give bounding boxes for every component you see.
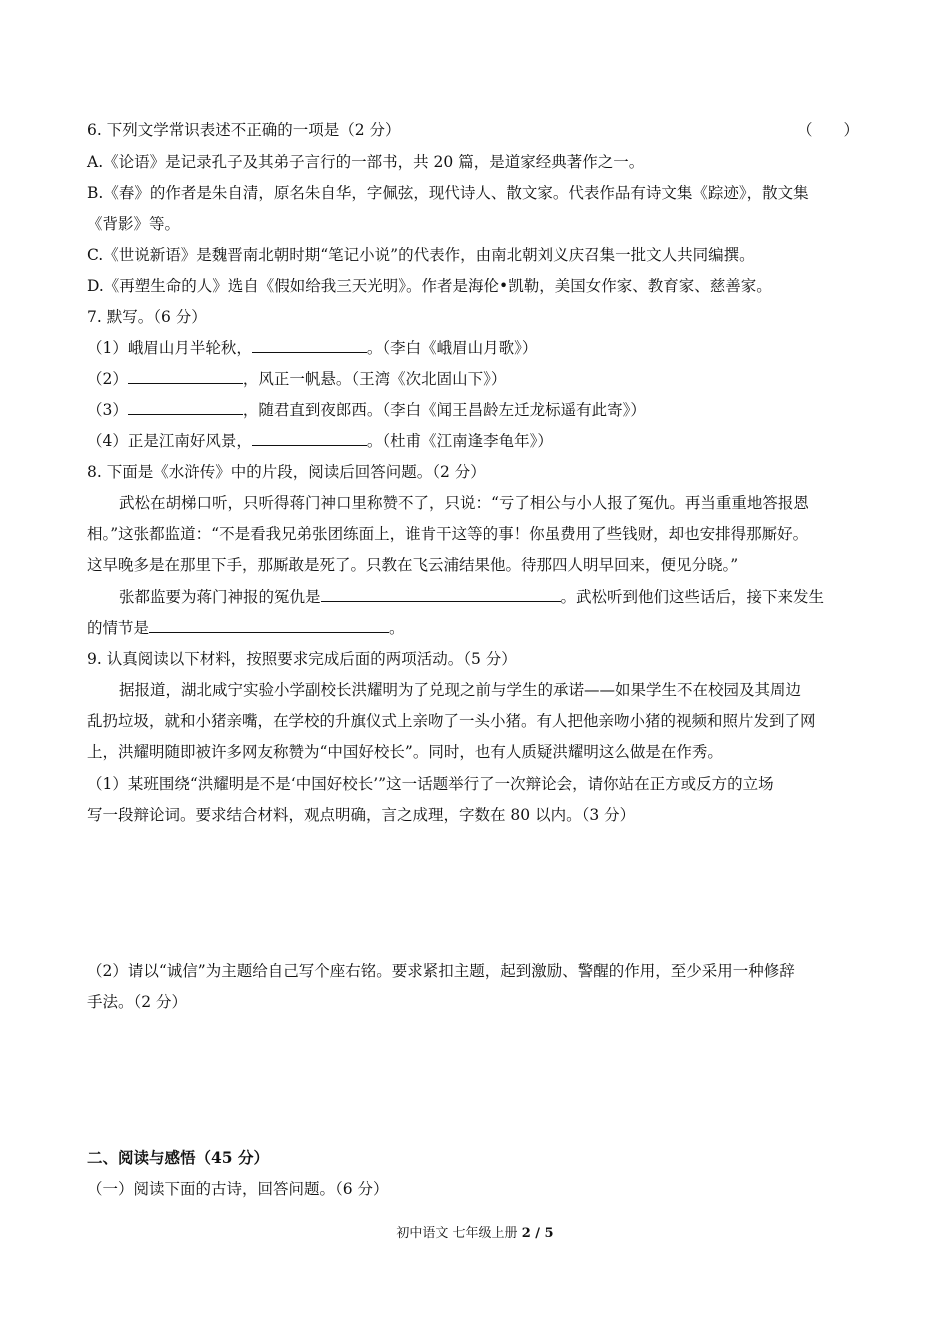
q9-sub2-line-1: （2）请以“诚信”为主题给自己写个座右铭。要求紧扣主题，起到激励、警醒的作用，至少采用一种修辞 <box>87 962 795 980</box>
q9-sub1-answer-area[interactable] <box>87 832 863 952</box>
q7-item-1-blank[interactable] <box>252 337 367 353</box>
q7-item-1-pre: （1）峨眉山月半轮秋， <box>87 339 252 357</box>
q6-option-c: C.《世说新语》是魏晋南北朝时期“笔记小说”的代表作，由南北朝刘义庆召集一批文人共同编撰。 <box>87 246 755 264</box>
section-2-sub-heading: （一）阅读下面的古诗，回答问题。（6 分） <box>87 1180 389 1198</box>
q6-option-b-cont: 《背影》等。 <box>87 215 181 233</box>
q9-material-line-2: 乱扔垃圾，就和小猪亲嘴，在学校的升旗仪式上亲吻了一头小猪。有人把他亲吻小猪的视频和照片发到了网 <box>87 712 816 730</box>
q7-item-4-blank[interactable] <box>252 430 367 446</box>
q7-item-3-pre: （3） <box>87 401 128 419</box>
q6-option-d: D.《再塑生命的人》选自《假如给我三天光明》。作者是海伦•凯勒，美国女作家、教育家、慈善家。 <box>87 277 772 295</box>
q9-material-line-1: 据报道，湖北咸宁实验小学副校长洪耀明为了兑现之前与学生的承诺——如果学生不在校园及其周边 <box>119 681 802 699</box>
q8-passage-line-1: 武松在胡梯口听，只听得蒋门神口里称赞不了，只说：“亏了相公与小人报了冤仇。再当重重地答报恩 <box>119 494 809 512</box>
q7-item-4-pre: （4）正是江南好风景， <box>87 432 252 450</box>
q8-passage-line-2: 相。”这张都监道：“不是看我兄弟张团练面上，谁肯干这等的事！你虽费用了些钱财，却也安排得那厮好。 <box>87 525 809 543</box>
q8-stem: 8. 下面是《水浒传》中的片段，阅读后回答问题。（2 分） <box>87 463 486 481</box>
q6-answer-paren: （ ） <box>797 121 860 139</box>
q9-stem: 9. 认真阅读以下材料，按照要求完成后面的两项活动。（5 分） <box>87 650 517 668</box>
page-number: 2 / 5 <box>521 1226 554 1241</box>
q9-sub1-line-1: （1）某班围绕“洪耀明是不是‘中国好校长’”这一话题举行了一次辩论会，请你站在正方或反方的立场 <box>87 775 774 793</box>
q9-material-line-3: 上，洪耀明随即被许多网友称赞为“中国好校长”。同时，也有人质疑洪耀明这么做是在作秀。 <box>87 743 723 761</box>
q9-sub1-line-2: 写一段辩论词。要求结合材料，观点明确，言之成理，字数在 80 以内。（3 分） <box>87 806 636 824</box>
q7-item-2-pre: （2） <box>87 370 128 388</box>
q8-question-2-pre: 的情节是 <box>87 619 150 637</box>
q8-blank-1[interactable] <box>321 586 561 602</box>
q7-item-4 <box>87 430 553 452</box>
q6-option-a: A.《论语》是记录孔子及其弟子言行的一部书，共 20 篇，是道家经典著作之一。 <box>87 153 645 171</box>
section-2-title: 二、阅读与感悟（45 分） <box>87 1148 269 1167</box>
q7-item-3-blank[interactable] <box>128 399 243 415</box>
q7-item-1-post: 。（李白《峨眉山月歌》） <box>366 339 538 357</box>
q7-item-2 <box>87 368 506 390</box>
q6-stem: 6. 下列文学常识表述不正确的一项是（2 分） <box>87 121 401 139</box>
footer-label: 初中语文 七年级上册 <box>396 1226 518 1241</box>
q8-question-2 <box>87 617 405 639</box>
q8-passage-line-3: 这早晚多是在那里下手，那厮敢是死了。只教在飞云浦结果他。待那四人明早回来，便见分晓。” <box>87 556 739 574</box>
q9-sub2-answer-area[interactable] <box>87 1020 863 1130</box>
page-footer <box>0 1225 950 1243</box>
q8-blank-2[interactable] <box>149 617 389 633</box>
q8-question-1-pre: 张都监要为蒋门神报的冤仇是 <box>119 588 321 606</box>
q8-question-1 <box>119 586 824 608</box>
q7-item-2-blank[interactable] <box>128 368 243 384</box>
q8-question-2-post: 。 <box>389 619 405 637</box>
q6-option-b: B.《春》的作者是朱自清，原名朱自华，字佩弦，现代诗人、散文家。代表作品有诗文集《踪迹》，散文集 <box>87 184 809 202</box>
q7-item-4-post: 。（杜甫《江南逢李龟年》） <box>366 432 553 450</box>
q7-stem: 7. 默写。（6 分） <box>87 308 207 326</box>
q9-sub2-line-2: 手法。（2 分） <box>87 993 188 1011</box>
q7-item-1 <box>87 337 537 359</box>
q7-item-3 <box>87 399 646 421</box>
q7-item-3-post: ，随君直到夜郎西。（李白《闻王昌龄左迁龙标遥有此寄》） <box>242 401 646 419</box>
q8-question-1-post: 。武松听到他们这些话后，接下来发生 <box>560 588 825 606</box>
q7-item-2-post: ，风正一帆悬。（王湾《次北固山下》） <box>242 370 507 388</box>
